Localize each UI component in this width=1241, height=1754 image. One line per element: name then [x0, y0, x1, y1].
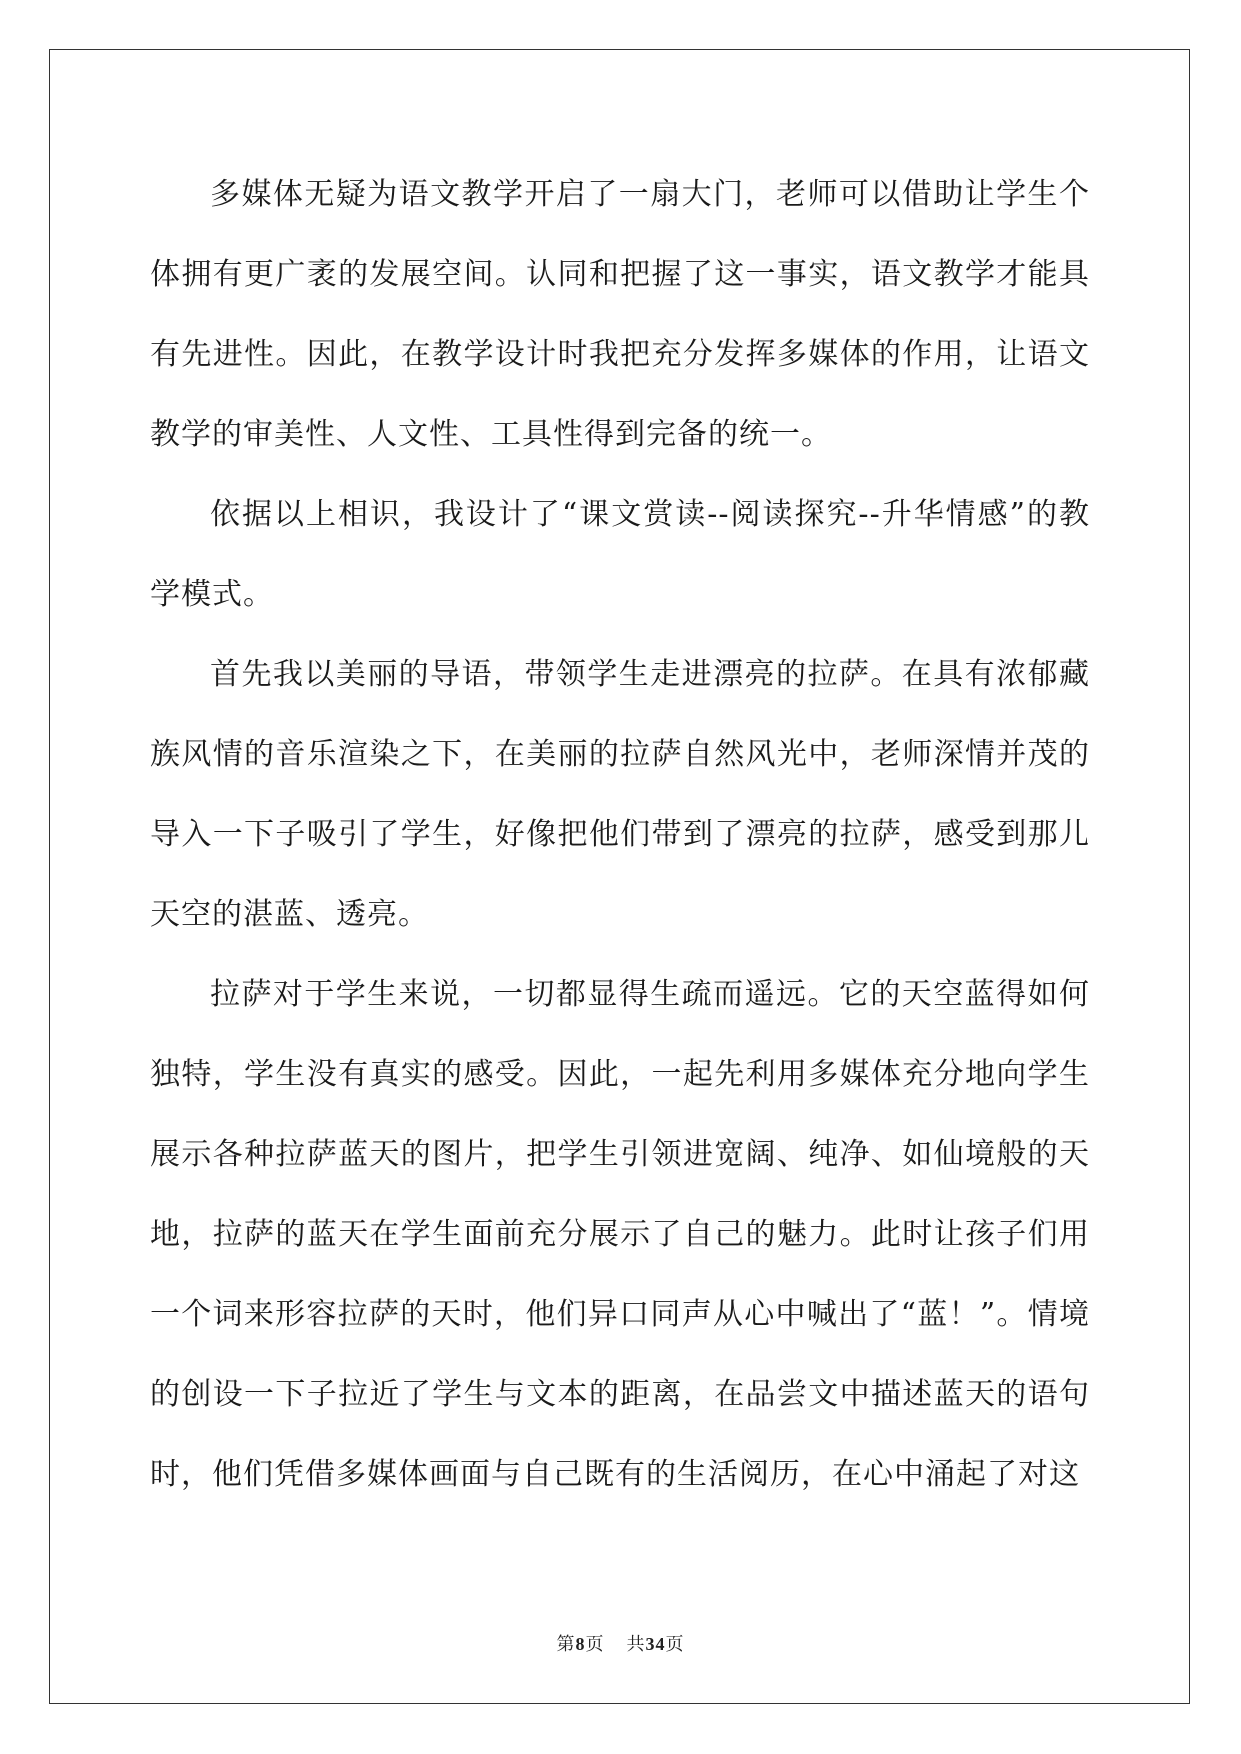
- document-body: [150, 155, 1090, 1515]
- paragraph-2: 依据以上相识，我设计了“课文赏读--阅读探究--升华情感”的教学模式。: [150, 497, 1090, 612]
- current-page-number: 8: [575, 1634, 586, 1654]
- footer-total-suffix: 页: [665, 1634, 685, 1655]
- paragraph-1: 多媒体无疑为语文教学开启了一扇大门，老师可以借助让学生个体拥有更广袤的发展空间。认同和把握了这一事实，语文教学才能具有先进性。因此，在教学设计时我把充分发挥多媒体的作用，让语文教学的审美性、人文性、工具性得到完备的统一。: [150, 177, 1090, 452]
- footer-prefix: 第: [556, 1634, 576, 1655]
- footer-total-prefix: 共: [626, 1634, 646, 1655]
- page-footer: [0, 1630, 1241, 1656]
- total-pages-number: 34: [645, 1634, 666, 1654]
- footer-page-suffix: 页: [585, 1634, 605, 1655]
- paragraph-3: 首先我以美丽的导语，带领学生走进漂亮的拉萨。在具有浓郁藏族风情的音乐渲染之下，在美丽的拉萨自然风光中，老师深情并茂的导入一下子吸引了学生，好像把他们带到了漂亮的拉萨，感受到那儿天空的湛蓝、透亮。: [150, 657, 1090, 932]
- paragraph-4: 拉萨对于学生来说，一切都显得生疏而遥远。它的天空蓝得如何独特，学生没有真实的感受。因此，一起先利用多媒体充分地向学生展示各种拉萨蓝天的图片，把学生引领进宽阔、纯净、如仙境般的天地，拉萨的蓝天在学生面前充分展示了自己的魅力。此时让孩子们用一个词来形容拉萨的天时，他们异口同声从心中喊出了“蓝！”。情境的创设一下子拉近了学生与文本的距离，在品尝文中描述蓝天的语句时，他们凭借多媒体画面与自己既有的生活阅历，在心中涌起了对这: [150, 977, 1090, 1492]
